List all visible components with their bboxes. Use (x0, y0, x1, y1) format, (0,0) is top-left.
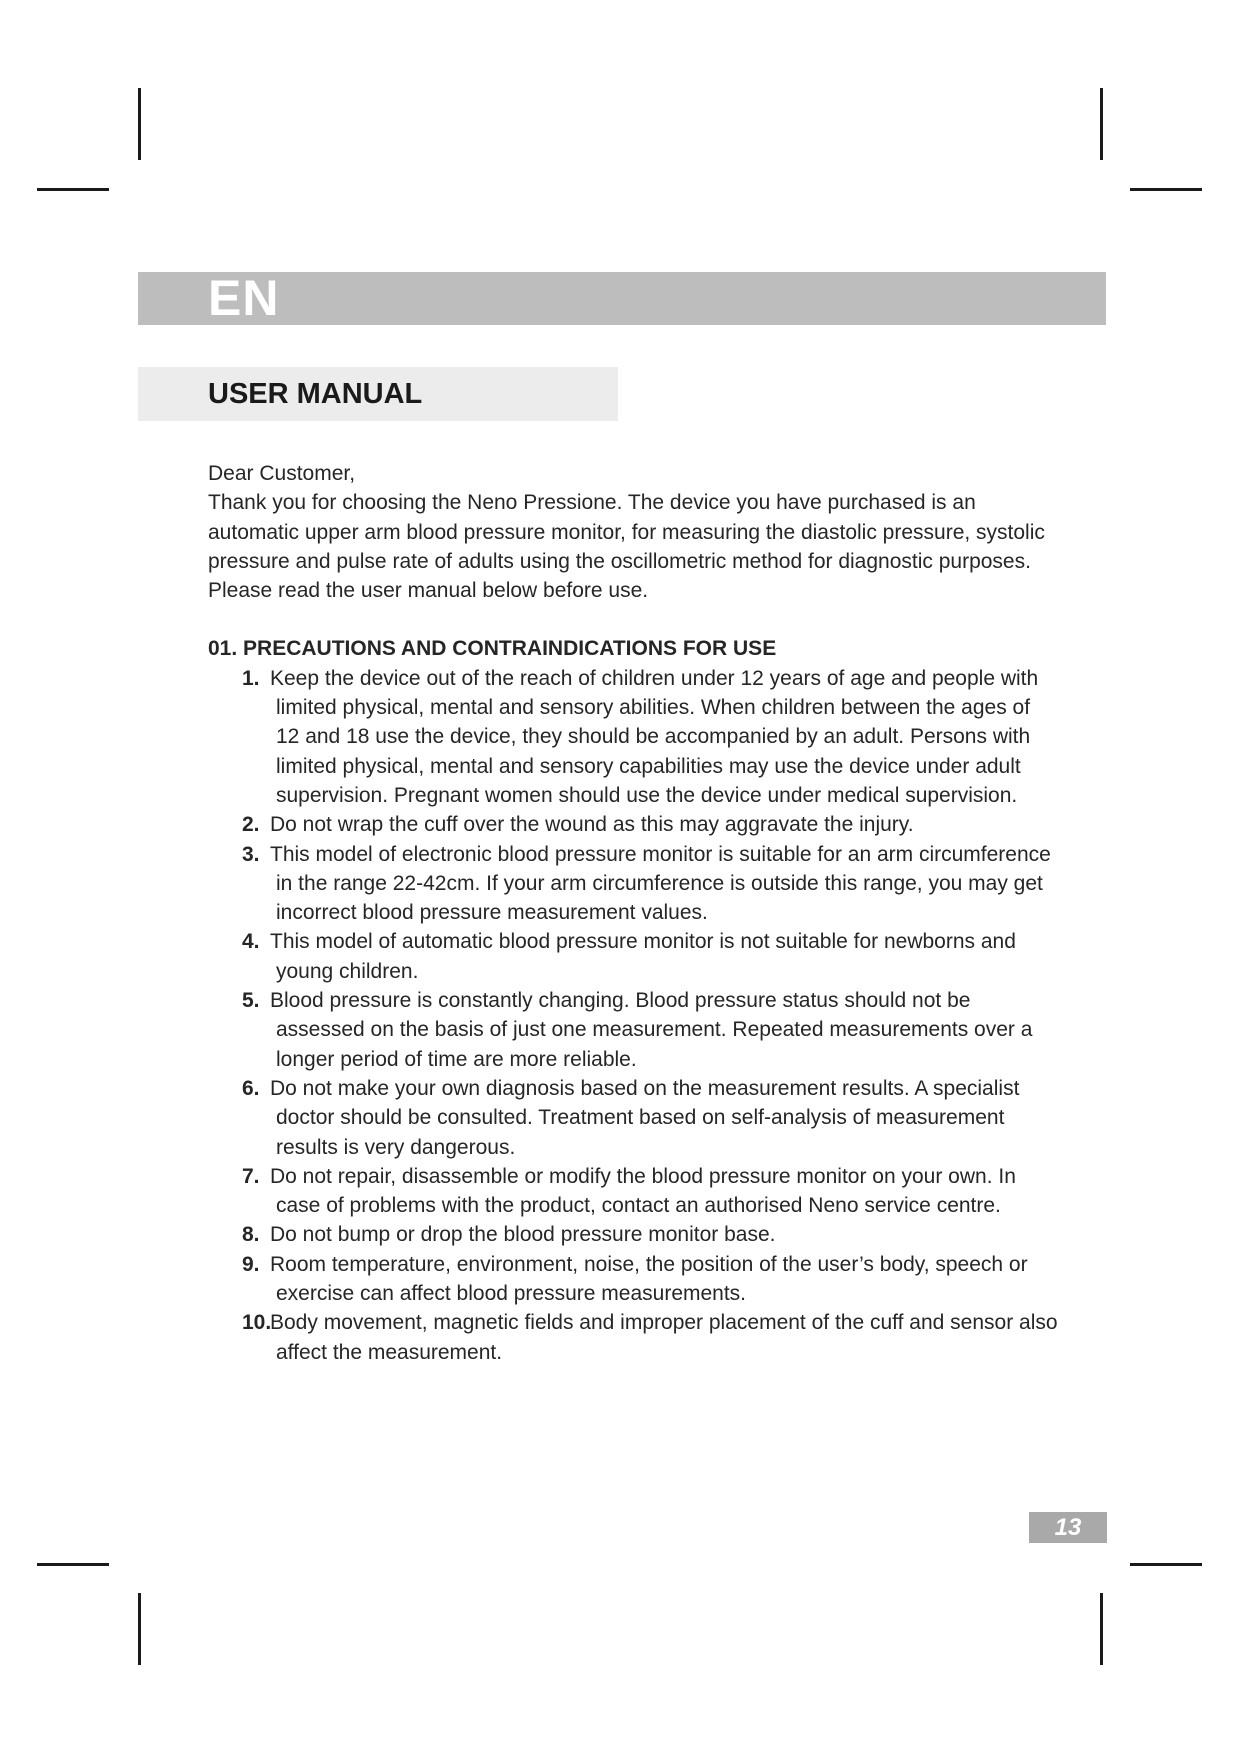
page-title: USER MANUAL (208, 378, 423, 410)
document-body (208, 459, 1058, 1367)
crop-mark-top-right-horizontal (1130, 188, 1202, 191)
crop-mark-bottom-right-horizontal (1130, 1563, 1202, 1566)
list-item (208, 1162, 1058, 1221)
page-number: 13 (1029, 1512, 1107, 1543)
intro-section (208, 459, 1058, 605)
list-item-number: 10. (242, 1311, 272, 1335)
list-item-number: 2. (242, 813, 260, 837)
language-bar (138, 272, 1106, 325)
list-item-text: Do not wrap the cuff over the wound as this may aggravate the injury. (270, 813, 914, 837)
crop-mark-top-right-vertical (1100, 88, 1103, 160)
section-heading: 01. PRECAUTIONS AND CONTRAINDICATIONS FOR USE (208, 637, 777, 661)
language-code: EN (208, 270, 280, 326)
crop-mark-top-left-vertical (138, 88, 141, 160)
list-item-text: Keep the device out of the reach of children under 12 years of age and people with limited physical, mental and sensory abilities. When children between the ages of 12 and 18 use the device, they should be accompanied by an adult. Persons with limited physical, mental and sensory capabilities may use the device under adult supervision. Pregnant women should use the device under medical supervision. (270, 666, 1039, 807)
list-item (208, 986, 1058, 1074)
list-item-number: 8. (242, 1223, 260, 1247)
crop-mark-bottom-left-horizontal (37, 1563, 109, 1566)
list-item-text: Do not make your own diagnosis based on the measurement results. A specialist doctor should be consulted. Treatment based on self-analysis of measurement results is very dangerous. (270, 1076, 1020, 1159)
list-item-text: This model of automatic blood pressure monitor is not suitable for newborns and young children. (270, 930, 1016, 983)
list-item-number: 6. (242, 1076, 260, 1100)
list-item (208, 840, 1058, 928)
greeting: Dear Customer, (208, 462, 356, 485)
list-item (208, 927, 1058, 986)
list-item-text: Do not repair, disassemble or modify the blood pressure monitor on your own. In case of problems with the product, contact an authorised Neno service centre. (270, 1164, 1016, 1218)
list-item-number: 9. (242, 1252, 260, 1276)
list-item (208, 1074, 1058, 1162)
list-item (208, 1220, 1058, 1249)
list-item-number: 4. (242, 930, 260, 954)
list-item-text: Body movement, magnetic fields and improper placement of the cuff and sensor also affect the measurement. (270, 1311, 1058, 1364)
list-item-number: 7. (242, 1164, 260, 1188)
list-item (208, 810, 1058, 839)
title-bar (138, 367, 618, 421)
list-item-number: 5. (242, 989, 260, 1013)
intro-paragraph: Thank you for choosing the Neno Pressione. The device you have purchased is an automatic upper arm blood pressure monitor, for measuring the diastolic pressure, systolic pressure and pulse rate of adults using the oscillometric method for diagnostic purposes. Please read the user manual below before use. (208, 491, 1045, 603)
crop-mark-top-left-horizontal (37, 188, 109, 191)
crop-mark-bottom-right-vertical (1100, 1593, 1103, 1665)
list-item (208, 664, 1058, 810)
precautions-list (208, 664, 1058, 1367)
list-item-number: 1. (242, 666, 260, 690)
list-item-text: Do not bump or drop the blood pressure monitor base. (270, 1223, 776, 1247)
list-item-text: This model of electronic blood pressure monitor is suitable for an arm circumference in the range 22-42cm. If your arm circumference is outside this range, you may get incorrect blood pressure measurement values. (270, 842, 1051, 925)
list-item-number: 3. (242, 842, 260, 866)
list-item (208, 1308, 1058, 1367)
list-item (208, 1250, 1058, 1309)
list-item-text: Blood pressure is constantly changing. Blood pressure status should not be assessed on the basis of just one measurement. Repeated measurements over a longer period of time are more reliable. (270, 989, 1033, 1071)
list-item-text: Room temperature, environment, noise, the position of the user’s body, speech or exercise can affect blood pressure measurements. (270, 1252, 1028, 1306)
crop-mark-bottom-left-vertical (138, 1593, 141, 1665)
